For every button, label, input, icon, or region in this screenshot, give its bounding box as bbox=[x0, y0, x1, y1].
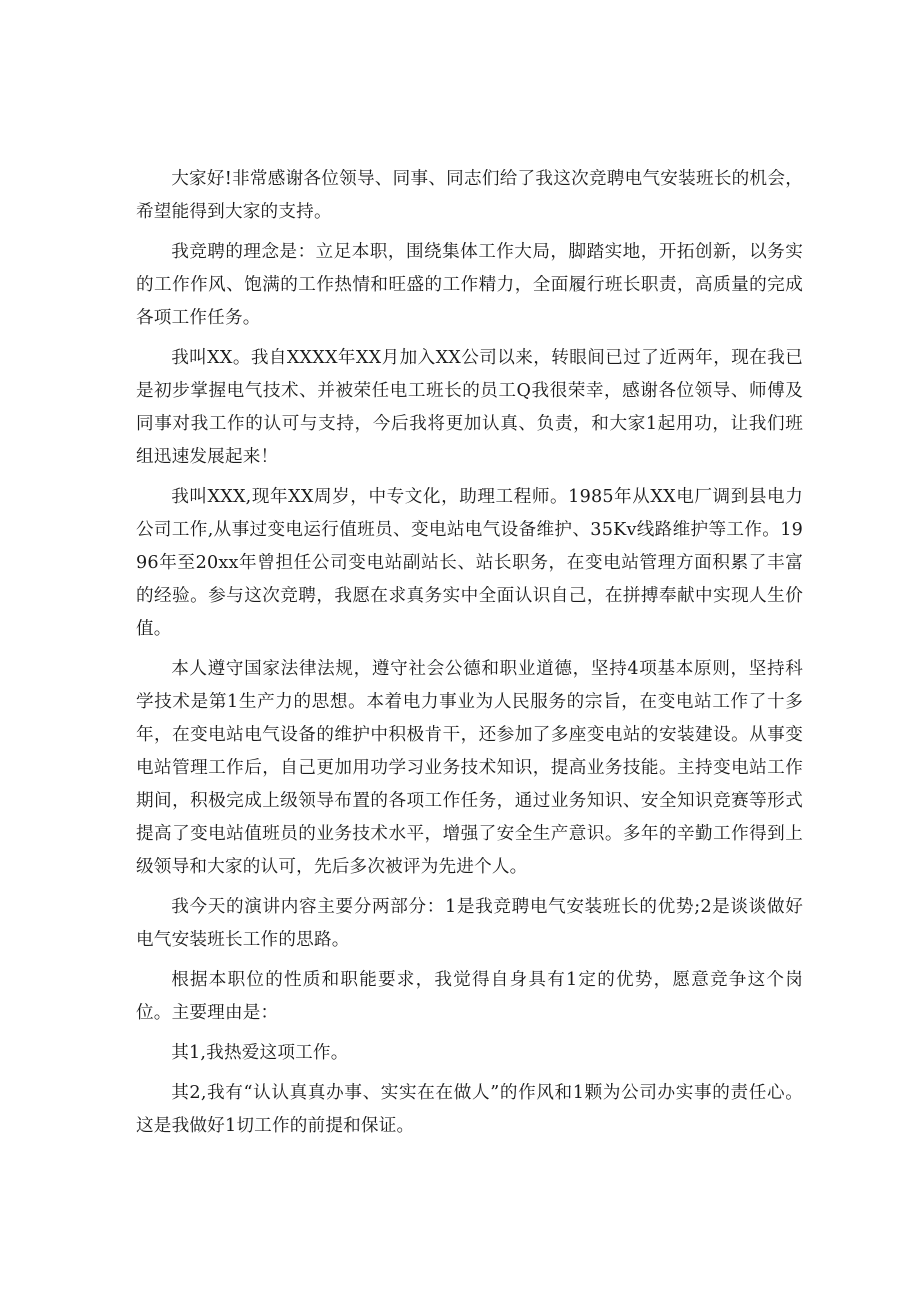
paragraph-background: 我叫XXX,现年XX周岁，中专文化，助理工程师。1985年从XX电厂调到县电力公司工作,从事过变电运行值班员、变电站电气设备维护、35Kv线路维护等工作。1996年至20xx年曾担任公司变电站副站长、站长职务，在变电站管理方面积累了丰富的经验。参与这次竞聘，我愿在求真务实中全面认识自己，在拼搏奉献中实现人生价值。 bbox=[136, 487, 803, 639]
document-body bbox=[136, 163, 803, 1150]
paragraph-outline: 我今天的演讲内容主要分两部分：1是我竞聘电气安装班长的优势;2是谈谈做好电气安装班长工作的思路。 bbox=[136, 897, 803, 950]
paragraph-philosophy: 我竞聘的理念是：立足本职，围绕集体工作大局，脚踏实地，开拓创新，以务实的工作作风、饱满的工作热情和旺盛的工作精力，全面履行班长职责，高质量的完成各项工作任务。 bbox=[136, 242, 803, 328]
paragraph-reason-2: 其2,我有“认认真真办事、实实在在做人”的作风和1颗为公司办实事的责任心。这是我做好1切工作的前提和保证。 bbox=[136, 1083, 803, 1136]
paragraph-greeting: 大家好!非常感谢各位领导、同事、同志们给了我这次竞聘电气安装班长的机会，希望能得到大家的支持。 bbox=[136, 169, 803, 222]
paragraph-achievements: 本人遵守国家法律法规，遵守社会公德和职业道德，坚持4项基本原则，坚持科学技术是第1生产力的思想。本着电力事业为人民服务的宗旨，在变电站工作了十多年，在变电站电气设备的维护中积极肯干，还参加了多座变电站的安装建设。从事变电站管理工作后，自己更加用功学习业务技术知识，提高业务技能。主持变电站工作期间，积极完成上级领导布置的各项工作任务，通过业务知识、安全知识竞赛等形式提高了变电站值班员的业务技术水平，增强了安全生产意识。多年的辛勤工作得到上级领导和大家的认可，先后多次被评为先进个人。 bbox=[136, 659, 803, 877]
paragraph-advantages: 根据本职位的性质和职能要求，我觉得自身具有1定的优势，愿意竞争这个岗位。主要理由是： bbox=[136, 970, 803, 1023]
paragraph-reason-1: 其1,我热爱这项工作。 bbox=[171, 1043, 349, 1063]
paragraph-self-intro: 我叫XX。我自XXXX年XX月加入XX公司以来，转眼间已过了近两年，现在我已是初步掌握电气技术、并被荣任电工班长的员工Q我很荣幸，感谢各位领导、师傅及同事对我工作的认可与支持，今后我将更加认真、负责，和大家1起用功，让我们班组迅速发展起来！ bbox=[136, 348, 803, 467]
